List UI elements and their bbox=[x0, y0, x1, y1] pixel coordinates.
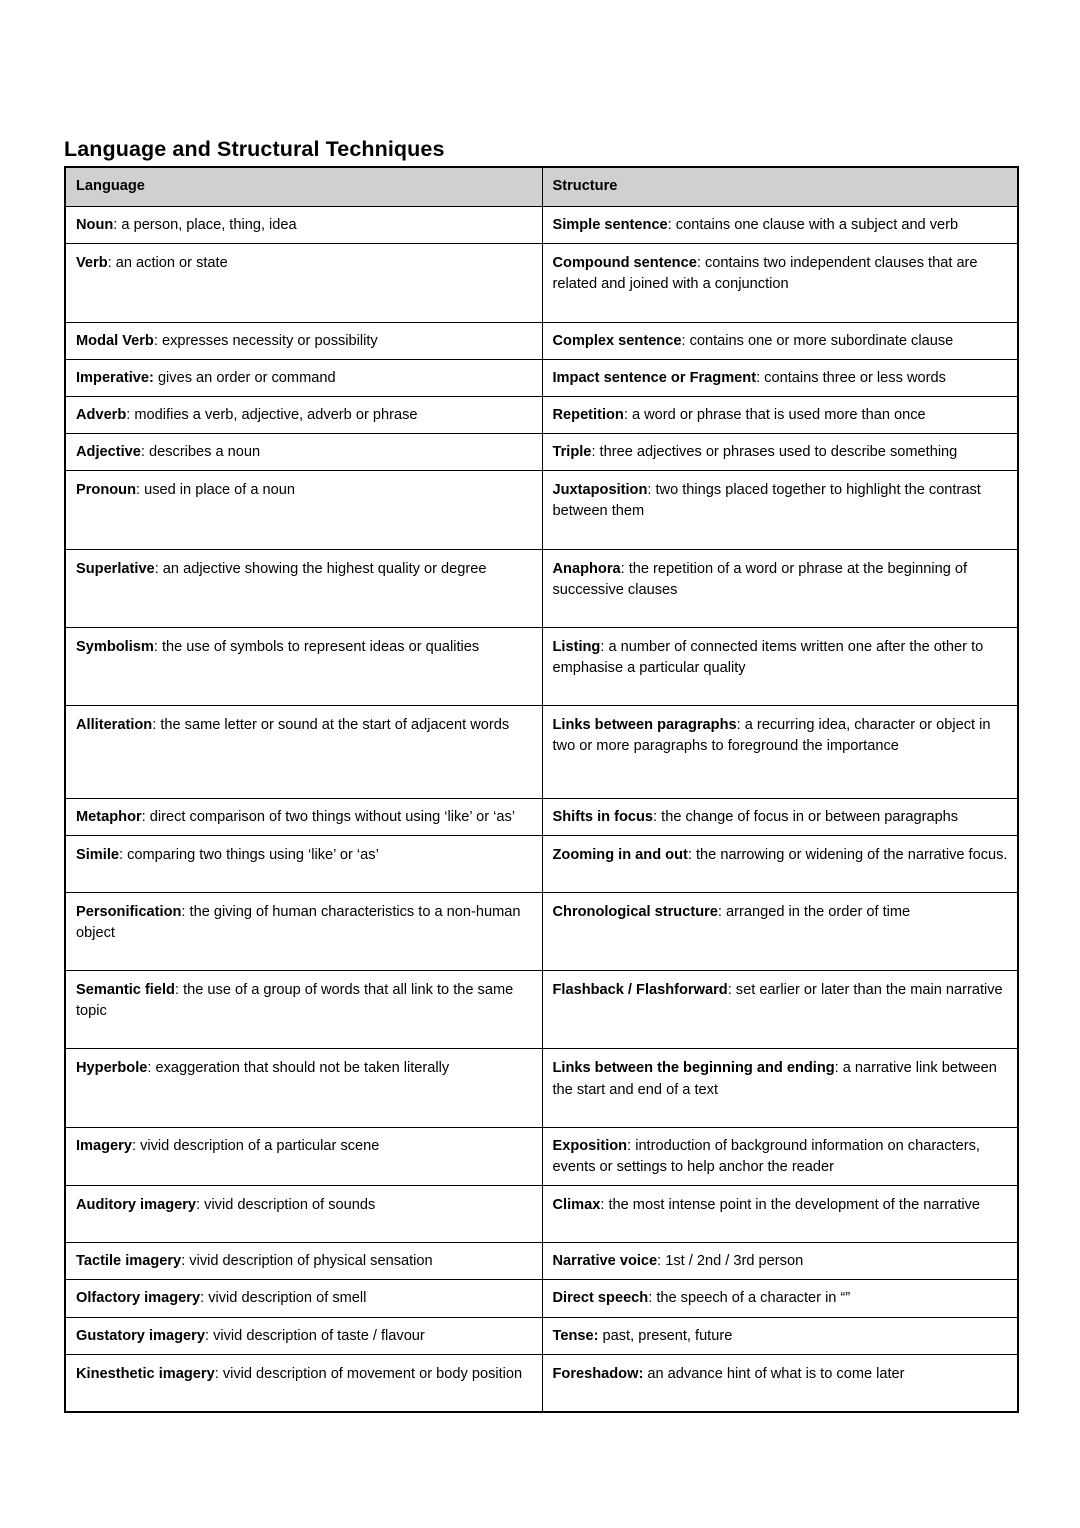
term-definition: expresses necessity or possibility bbox=[161, 332, 378, 349]
term-definition: an action or state bbox=[115, 255, 228, 272]
term-label: Superlative bbox=[76, 560, 155, 577]
cell-language bbox=[65, 244, 542, 322]
term-separator: : bbox=[204, 1327, 214, 1344]
term-separator: : bbox=[600, 638, 609, 655]
term-label: Adverb bbox=[76, 406, 127, 423]
term-separator: : bbox=[681, 332, 690, 349]
term-definition: vivid description of sounds bbox=[204, 1197, 376, 1214]
term-separator: : bbox=[154, 560, 163, 577]
term-separator: : bbox=[181, 1253, 190, 1270]
cell-language bbox=[65, 549, 542, 627]
term-separator: : bbox=[623, 406, 632, 423]
cell-structure bbox=[542, 322, 1018, 359]
term-label: Narrative voice bbox=[552, 1253, 658, 1270]
term-separator: : bbox=[756, 369, 765, 386]
cell-structure bbox=[542, 706, 1018, 798]
cell-structure bbox=[542, 627, 1018, 705]
term-label: Flashback / Flashforward bbox=[552, 982, 728, 999]
term-label: Triple bbox=[552, 444, 592, 461]
table-row bbox=[65, 359, 1018, 396]
term-separator: : bbox=[141, 808, 150, 825]
term-label: Adjective bbox=[76, 444, 141, 461]
term-label: Noun bbox=[76, 217, 114, 234]
term-label: Hyperbole bbox=[76, 1060, 148, 1077]
term-label: Imagery bbox=[76, 1137, 132, 1154]
term-definition: contains two independent clauses that are related and joined with a conjunction bbox=[552, 255, 978, 293]
term-definition: introduction of background information on characters, events or settings to help anchor the reader bbox=[552, 1137, 980, 1175]
table-row bbox=[65, 971, 1018, 1049]
term-definition: 1st / 2nd / 3rd person bbox=[665, 1253, 804, 1270]
term-definition: vivid description of movement or body position bbox=[222, 1365, 523, 1382]
cell-language bbox=[65, 471, 542, 549]
cell-structure bbox=[542, 434, 1018, 471]
cell-structure bbox=[542, 359, 1018, 396]
term-separator: : bbox=[657, 1253, 666, 1270]
term-definition: vivid description of smell bbox=[208, 1290, 367, 1307]
term-label: Complex sentence bbox=[552, 332, 682, 349]
techniques-table bbox=[64, 166, 1019, 1413]
table-row bbox=[65, 434, 1018, 471]
term-definition: arranged in the order of time bbox=[726, 903, 911, 920]
table-row bbox=[65, 798, 1018, 835]
term-definition: an advance hint of what is to come later bbox=[647, 1365, 905, 1382]
term-definition: the same letter or sound at the start of adjacent words bbox=[160, 717, 510, 734]
term-label: Olfactory imagery bbox=[76, 1290, 201, 1307]
term-separator: : bbox=[147, 1060, 156, 1077]
term-separator: : bbox=[736, 717, 745, 734]
term-label: Simple sentence bbox=[552, 217, 668, 234]
term-separator: : bbox=[181, 903, 190, 920]
term-label: Alliteration bbox=[76, 717, 153, 734]
cell-structure bbox=[542, 1317, 1018, 1354]
cell-language bbox=[65, 706, 542, 798]
term-separator: : bbox=[136, 482, 145, 499]
term-definition: the narrowing or widening of the narrative focus. bbox=[695, 846, 1008, 863]
term-label: Shifts in focus bbox=[552, 808, 654, 825]
term-label: Compound sentence bbox=[552, 255, 697, 272]
term-separator: : bbox=[717, 903, 727, 920]
term-definition: past, present, future bbox=[602, 1327, 733, 1344]
term-separator: : bbox=[126, 406, 135, 423]
cell-language bbox=[65, 971, 542, 1049]
column-header-structure: Structure bbox=[542, 167, 1018, 207]
term-label: Direct speech bbox=[552, 1290, 649, 1307]
term-separator: : bbox=[687, 846, 696, 863]
term-separator: : bbox=[153, 332, 162, 349]
term-label: Zooming in and out bbox=[552, 846, 688, 863]
table-row bbox=[65, 627, 1018, 705]
term-definition: a recurring idea, character or object in two or more paragraphs to foreground the importance bbox=[552, 717, 991, 755]
cell-structure bbox=[542, 798, 1018, 835]
term-definition: the most intense point in the development of the narrative bbox=[608, 1197, 981, 1214]
cell-structure bbox=[542, 207, 1018, 244]
term-definition: two things placed together to highlight the contrast between them bbox=[552, 482, 981, 520]
cell-language bbox=[65, 892, 542, 970]
table-row bbox=[65, 835, 1018, 892]
term-definition: contains one clause with a subject and verb bbox=[675, 217, 959, 234]
term-separator: : bbox=[113, 217, 122, 234]
cell-structure bbox=[542, 1049, 1018, 1127]
cell-structure bbox=[542, 1186, 1018, 1243]
cell-structure bbox=[542, 1280, 1018, 1317]
term-separator: : bbox=[647, 482, 656, 499]
term-definition: the use of symbols to represent ideas or qualities bbox=[161, 638, 480, 655]
term-label: Simile bbox=[76, 846, 119, 863]
cell-language bbox=[65, 322, 542, 359]
term-definition: comparing two things using ‘like’ or ‘as’ bbox=[127, 846, 379, 863]
cell-structure bbox=[542, 549, 1018, 627]
term-separator: : bbox=[140, 444, 149, 461]
term-definition: describes a noun bbox=[149, 444, 261, 461]
term-definition: contains three or less words bbox=[764, 369, 946, 386]
term-separator: : bbox=[119, 846, 128, 863]
term-definition: a word or phrase that is used more than once bbox=[631, 406, 926, 423]
table-header-row bbox=[65, 167, 1018, 207]
cell-language bbox=[65, 1127, 542, 1185]
term-label: Juxtaposition bbox=[552, 482, 648, 499]
cell-structure bbox=[542, 471, 1018, 549]
table-row bbox=[65, 244, 1018, 322]
term-separator: : bbox=[174, 982, 184, 999]
term-definition: a number of connected items written one after the other to emphasise a particular quality bbox=[552, 638, 984, 677]
term-label: Links between the beginning and ending bbox=[552, 1060, 835, 1077]
term-definition: the giving of human characteristics to a non-human object bbox=[76, 903, 521, 941]
table-row bbox=[65, 322, 1018, 359]
cell-language bbox=[65, 396, 542, 433]
term-separator: : bbox=[727, 982, 736, 999]
cell-language bbox=[65, 1186, 542, 1243]
table-header bbox=[65, 167, 1018, 207]
term-definition: gives an order or command bbox=[157, 369, 336, 386]
term-definition: three adjectives or phrases used to describe something bbox=[599, 444, 958, 461]
term-label: Repetition bbox=[552, 406, 624, 423]
term-label: Gustatory imagery bbox=[76, 1327, 205, 1344]
table-row bbox=[65, 207, 1018, 244]
term-label: Links between paragraphs bbox=[552, 717, 737, 734]
table-row bbox=[65, 1127, 1018, 1185]
term-separator: : bbox=[196, 1197, 205, 1214]
term-label: Impact sentence or Fragment bbox=[552, 369, 757, 386]
cell-language bbox=[65, 434, 542, 471]
term-definition: the use of a group of words that all link to the same topic bbox=[76, 982, 514, 1020]
table-row bbox=[65, 549, 1018, 627]
term-label: Listing bbox=[552, 638, 601, 655]
term-separator: : bbox=[653, 808, 662, 825]
term-separator: : bbox=[627, 1137, 636, 1154]
table-row bbox=[65, 892, 1018, 970]
column-header-language: Language bbox=[65, 167, 542, 207]
term-label: Imperative: bbox=[76, 369, 154, 386]
cell-language bbox=[65, 1354, 542, 1412]
cell-language bbox=[65, 1049, 542, 1127]
term-definition: vivid description of taste / flavour bbox=[213, 1327, 425, 1344]
cell-language bbox=[65, 835, 542, 892]
term-definition: direct comparison of two things without using ‘like’ or ‘as’ bbox=[149, 808, 516, 825]
term-separator: : bbox=[214, 1365, 223, 1382]
term-definition: an adjective showing the highest quality or degree bbox=[162, 560, 487, 577]
table-row bbox=[65, 1243, 1018, 1280]
cell-structure bbox=[542, 835, 1018, 892]
cell-structure bbox=[542, 396, 1018, 433]
term-label: Foreshadow: bbox=[552, 1365, 644, 1382]
term-separator: : bbox=[200, 1290, 209, 1307]
term-definition: a narrative link between the start and end of a text bbox=[552, 1060, 997, 1098]
cell-structure bbox=[542, 1243, 1018, 1280]
cell-structure bbox=[542, 892, 1018, 970]
term-definition: used in place of a noun bbox=[144, 482, 296, 499]
term-label: Climax bbox=[552, 1197, 601, 1214]
term-separator: : bbox=[107, 255, 116, 272]
term-label: Symbolism bbox=[76, 638, 154, 655]
term-label: Exposition bbox=[552, 1137, 628, 1154]
term-separator: : bbox=[620, 560, 629, 577]
cell-language bbox=[65, 798, 542, 835]
term-label: Kinesthetic imagery bbox=[76, 1365, 215, 1382]
table-row bbox=[65, 706, 1018, 798]
term-separator: : bbox=[648, 1290, 657, 1307]
term-label: Verb bbox=[76, 255, 108, 272]
term-separator: : bbox=[667, 217, 676, 234]
term-label: Anaphora bbox=[552, 560, 621, 577]
cell-structure bbox=[542, 1354, 1018, 1412]
cell-structure bbox=[542, 244, 1018, 322]
table-row bbox=[65, 1049, 1018, 1127]
term-separator: : bbox=[152, 717, 161, 734]
term-separator: : bbox=[834, 1060, 843, 1077]
term-separator: : bbox=[131, 1137, 141, 1154]
term-definition: the change of focus in or between paragraphs bbox=[661, 808, 959, 825]
term-label: Metaphor bbox=[76, 808, 142, 825]
cell-language bbox=[65, 359, 542, 396]
term-definition: vivid description of a particular scene bbox=[140, 1137, 380, 1154]
cell-language bbox=[65, 207, 542, 244]
page-title: Language and Structural Techniques bbox=[64, 137, 445, 162]
table-row bbox=[65, 1186, 1018, 1243]
term-definition: the speech of a character in “” bbox=[656, 1290, 851, 1307]
term-definition: modifies a verb, adjective, adverb or phrase bbox=[134, 406, 418, 423]
term-separator: : bbox=[600, 1197, 609, 1214]
table-row bbox=[65, 471, 1018, 549]
term-label: Auditory imagery bbox=[76, 1197, 197, 1214]
term-separator: : bbox=[696, 255, 705, 272]
term-label: Chronological structure bbox=[552, 903, 718, 920]
term-definition: the repetition of a word or phrase at the beginning of successive clauses bbox=[552, 560, 968, 598]
cell-language bbox=[65, 1280, 542, 1317]
term-definition: a person, place, thing, idea bbox=[121, 217, 297, 234]
cell-language bbox=[65, 1317, 542, 1354]
table-row bbox=[65, 1354, 1018, 1412]
cell-language bbox=[65, 627, 542, 705]
cell-structure bbox=[542, 1127, 1018, 1185]
cell-language bbox=[65, 1243, 542, 1280]
table-row bbox=[65, 1317, 1018, 1354]
table-row bbox=[65, 1280, 1018, 1317]
term-separator: : bbox=[153, 638, 162, 655]
table-body bbox=[65, 207, 1018, 1412]
term-label: Tactile imagery bbox=[76, 1253, 182, 1270]
term-label: Pronoun bbox=[76, 482, 136, 499]
term-label: Tense: bbox=[552, 1327, 599, 1344]
table-row bbox=[65, 396, 1018, 433]
term-label: Personification bbox=[76, 903, 182, 920]
term-definition: set earlier or later than the main narrative bbox=[735, 982, 1003, 999]
term-label: Semantic field bbox=[76, 982, 175, 999]
term-label: Modal Verb bbox=[76, 332, 154, 349]
term-definition: vivid description of physical sensation bbox=[189, 1253, 433, 1270]
cell-structure bbox=[542, 971, 1018, 1049]
term-definition: contains one or more subordinate clause bbox=[689, 332, 954, 349]
term-separator: : bbox=[591, 444, 600, 461]
term-definition: exaggeration that should not be taken literally bbox=[155, 1060, 450, 1077]
